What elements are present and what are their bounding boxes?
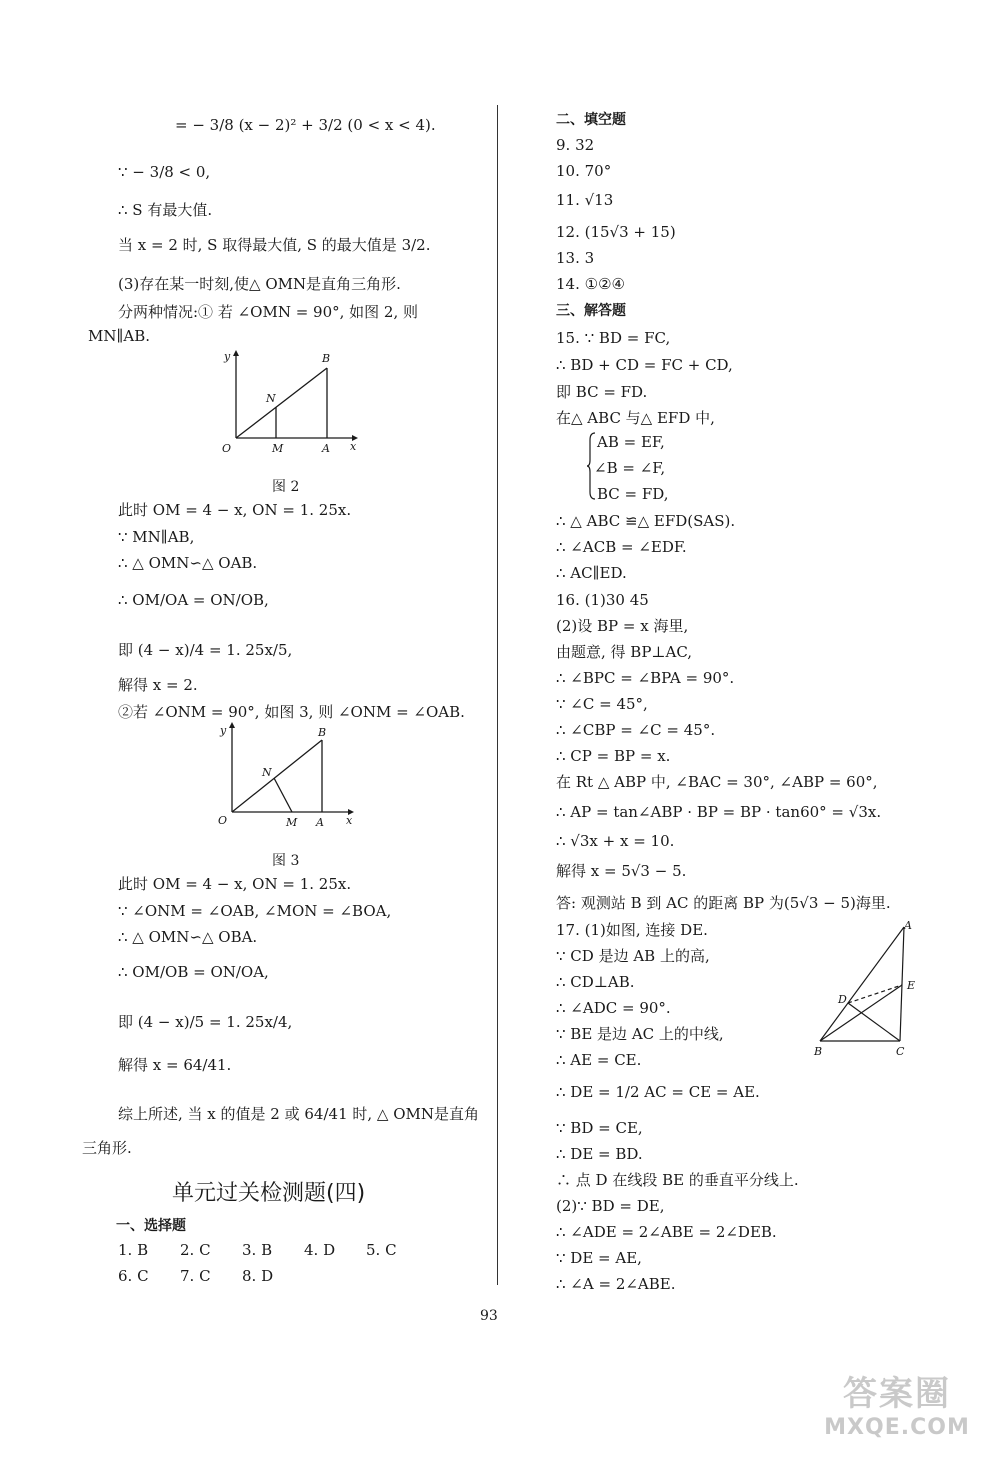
text-line: 此时 OM = 4 − x, ON = 1. 25x.	[118, 501, 352, 519]
solution-line: ∴ ∠ADE = 2∠ABE = 2∠DEB.	[556, 1223, 777, 1241]
text-line: 分两种情况:① 若 ∠OMN = 90°, 如图 2, 则	[118, 303, 419, 321]
multiple-choice-heading: 一、选择题	[116, 1218, 186, 1234]
solution-line: 在 Rt △ ABP 中, ∠BAC = 30°, ∠ABP = 60°,	[556, 773, 878, 791]
point-label-c: C	[896, 1045, 905, 1058]
formula-line: 即 (4 − x)/5 = 1. 25x/4,	[118, 1013, 293, 1031]
axis-label-y: y	[224, 350, 231, 363]
choice-answer: 4. D	[304, 1241, 336, 1259]
solution-line: ∠B = ∠F,	[594, 459, 666, 477]
point-label-e: E	[907, 979, 916, 992]
point-label-o: O	[222, 442, 232, 455]
fill-in-heading: 二、填空题	[556, 112, 626, 128]
figure-2	[212, 348, 362, 470]
answer-line: 14. ①②④	[556, 275, 625, 293]
figure-3	[210, 720, 360, 834]
formula-line: 即 (4 − x)/4 = 1. 25x/5,	[118, 641, 293, 659]
figure-2-caption: 图 2	[272, 479, 300, 495]
solve-heading: 三、解答题	[556, 303, 626, 319]
answer-line: 9. 32	[556, 136, 595, 154]
text-line: 此时 OM = 4 − x, ON = 1. 25x.	[118, 875, 352, 893]
axis-label-x: x	[350, 440, 357, 453]
watermark	[812, 1366, 982, 1456]
solution-line: ∴ ∠ADC = 90°.	[556, 999, 671, 1017]
solution-line: ∵ ∠C = 45°,	[556, 695, 648, 713]
solution-line: ∵ DE = AE,	[556, 1249, 642, 1267]
solution-line: ∵ BE 是边 AC 上的中线,	[556, 1025, 724, 1043]
solution-line: ∴ △ ABC ≌△ EFD(SAS).	[556, 512, 736, 530]
solution-line: 15. ∵ BD = FC,	[556, 329, 671, 347]
figure-3-caption: 图 3	[272, 853, 300, 869]
choice-answer: 1. B	[118, 1241, 149, 1259]
solution-line: ∴ AE = CE.	[556, 1051, 642, 1069]
watermark-logo-text: 答案圈	[843, 1374, 951, 1414]
text-line: 综上所述, 当 x 的值是 2 或 64/41 时, △ OMN是直角	[118, 1105, 479, 1123]
solution-line: ∴ ∠BPC = ∠BPA = 90°.	[556, 669, 735, 687]
reason-line: ∴ △ OMN∽△ OAB.	[118, 554, 258, 572]
formula-line: ∴ OM/OA = ON/OB,	[118, 591, 269, 609]
solution-line: ∴ DE = BD.	[556, 1145, 643, 1163]
solution-line: 解得 x = 5√3 − 5.	[556, 862, 687, 880]
point-label-m: M	[286, 816, 298, 829]
axis-label-y: y	[220, 724, 227, 737]
point-label-b: B	[814, 1045, 823, 1058]
answer-line: 13. 3	[556, 249, 595, 267]
solution-line: 由题意, 得 BP⊥AC,	[556, 643, 693, 661]
solution-line: BC = FD,	[597, 485, 669, 503]
choice-answer: 3. B	[242, 1241, 273, 1259]
solution-line: ∴ CP = BP = x.	[556, 747, 671, 765]
point-label-a: A	[316, 816, 324, 829]
solution-line: 即 BC = FD.	[556, 383, 648, 401]
answer-line: 11. √13	[556, 191, 614, 209]
watermark-url: MXQE.COM	[824, 1415, 970, 1440]
solution-line: ∴ ∠ACB = ∠EDF.	[556, 538, 687, 556]
reason-line: ∴ S 有最大值.	[118, 201, 213, 219]
solution-line: ∴ 点 D 在线段 BE 的垂直平分线上.	[556, 1171, 799, 1189]
page-number: 93	[480, 1308, 498, 1324]
solution-line: ∴ ∠CBP = ∠C = 45°.	[556, 721, 716, 739]
choice-answer: 2. C	[180, 1241, 211, 1259]
text-line: MN∥AB.	[88, 327, 151, 345]
point-label-b: B	[318, 726, 327, 739]
solution-line: 在△ ABC 与△ EFD 中,	[556, 409, 715, 427]
point-label-a: A	[322, 442, 330, 455]
solution-line: 17. (1)如图, 连接 DE.	[556, 921, 708, 939]
solution-line: ∵ CD 是边 AB 上的高,	[556, 947, 710, 965]
choice-answer: 6. C	[118, 1267, 149, 1285]
point-label-n: N	[266, 392, 276, 405]
solution-line: ∴ AP = tan∠ABP · BP = BP · tan60° = √3x.	[556, 803, 882, 821]
reason-line: ∴ △ OMN∽△ OBA.	[118, 928, 258, 946]
solution-line: ∴ CD⊥AB.	[556, 973, 635, 991]
formula-line: = − 3/8 (x − 2)² + 3/2 (0 < x < 4).	[175, 116, 436, 134]
solution-line: (2)设 BP = x 海里,	[556, 617, 689, 635]
formula-line: ∴ OM/OB = ON/OA,	[118, 963, 269, 981]
answer-line: 12. (15√3 + 15)	[556, 223, 676, 241]
section-title: 单元过关检测题(四)	[172, 1181, 366, 1206]
choice-answers-row-1	[118, 1240, 428, 1260]
text-line: ②若 ∠ONM = 90°, 如图 3, 则 ∠ONM = ∠OAB.	[118, 703, 465, 721]
axis-label-x: x	[346, 814, 353, 827]
answer-line: 10. 70°	[556, 162, 612, 180]
reason-line: ∵ ∠ONM = ∠OAB, ∠MON = ∠BOA,	[118, 902, 392, 920]
solution-line: ∴ BD + CD = FC + CD,	[556, 356, 733, 374]
choice-answer: 8. D	[242, 1267, 274, 1285]
point-label-m: M	[272, 442, 284, 455]
solution-line: ∴ ∠A = 2∠ABE.	[556, 1275, 676, 1293]
reason-line: ∵ MN∥AB,	[118, 528, 195, 546]
point-label-a: A	[904, 919, 912, 932]
solution-line: 16. (1)30 45	[556, 591, 649, 609]
point-label-n: N	[262, 766, 272, 779]
text-line: (3)存在某一时刻,使△ OMN是直角三角形.	[118, 275, 401, 293]
text-line: 三角形.	[82, 1139, 132, 1157]
point-label-d: D	[838, 993, 847, 1006]
solution-line: 答: 观测站 B 到 AC 的距离 BP 为(5√3 − 5)海里.	[556, 894, 891, 912]
choice-answers-row-2	[118, 1266, 304, 1286]
reason-line: ∵ − 3/8 < 0,	[118, 163, 211, 181]
figure-17	[808, 915, 928, 1069]
solution-line: ∵ BD = CE,	[556, 1119, 643, 1137]
solution-line: AB = EF,	[597, 433, 665, 451]
solution-line: (2)∵ BD = DE,	[556, 1197, 665, 1215]
column-divider	[497, 105, 498, 1285]
solution-line: ∴ AC∥ED.	[556, 564, 627, 582]
choice-answer: 5. C	[366, 1241, 397, 1259]
text-line: 当 x = 2 时, S 取得最大值, S 的最大值是 3/2.	[118, 236, 431, 254]
point-label-b: B	[322, 352, 331, 365]
formula-line: 解得 x = 64/41.	[118, 1056, 232, 1074]
solution-line: ∴ √3x + x = 10.	[556, 832, 675, 850]
point-label-o: O	[218, 814, 228, 827]
choice-answer: 7. C	[180, 1267, 211, 1285]
text-line: 解得 x = 2.	[118, 676, 198, 694]
solution-line: ∴ DE = 1/2 AC = CE = AE.	[556, 1083, 760, 1101]
